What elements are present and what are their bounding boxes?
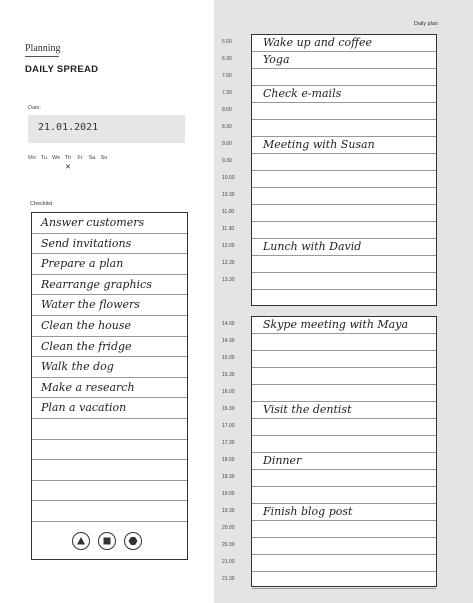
schedule-entry: Yoga bbox=[263, 53, 290, 66]
checklist-item[interactable] bbox=[32, 398, 187, 419]
schedule-row[interactable] bbox=[252, 154, 436, 171]
time-label: 9.00 bbox=[222, 141, 232, 147]
schedule-row[interactable] bbox=[252, 487, 436, 504]
checklist-item[interactable] bbox=[32, 460, 187, 481]
time-label: 20.00 bbox=[222, 525, 235, 531]
checklist-item-text: Clean the house bbox=[41, 319, 132, 332]
weekday-tu[interactable]: Tu bbox=[40, 155, 48, 161]
weekday-th[interactable]: Th ✕ bbox=[64, 155, 72, 161]
time-label: 15.00 bbox=[222, 355, 235, 361]
schedule-row[interactable] bbox=[252, 137, 436, 154]
daily-plan-label: Daily plan bbox=[413, 21, 438, 27]
time-label: 9.30 bbox=[222, 158, 232, 164]
checklist-item-text: Prepare a plan bbox=[41, 257, 124, 271]
time-label: 17.30 bbox=[222, 440, 235, 446]
schedule-row[interactable] bbox=[252, 555, 436, 572]
schedule-row[interactable] bbox=[252, 256, 436, 273]
schedule-entry: Lunch with David bbox=[263, 240, 362, 253]
checklist-item[interactable] bbox=[32, 295, 187, 316]
checklist-item-text: Answer customers bbox=[41, 216, 145, 229]
time-label: 7.00 bbox=[222, 73, 232, 79]
afternoon-schedule bbox=[251, 316, 437, 587]
schedule-row[interactable] bbox=[252, 470, 436, 487]
weekday-mo[interactable]: Mo bbox=[28, 155, 36, 161]
time-label: 6.00 bbox=[222, 39, 232, 45]
schedule-row[interactable] bbox=[252, 69, 436, 86]
schedule-row[interactable] bbox=[252, 205, 436, 222]
time-label: 10.00 bbox=[222, 175, 235, 181]
checklist-item[interactable] bbox=[32, 234, 187, 255]
schedule-row[interactable] bbox=[252, 385, 436, 402]
schedule-row[interactable] bbox=[252, 273, 436, 290]
time-label: 18.00 bbox=[222, 457, 235, 463]
time-label: 19.00 bbox=[222, 491, 235, 497]
time-label: 14.30 bbox=[222, 338, 235, 344]
weekday-fr[interactable]: Fr bbox=[77, 155, 83, 161]
time-label: 16.30 bbox=[222, 406, 235, 412]
time-label: 21.00 bbox=[222, 559, 235, 565]
checklist-item-text: Clean the fridge bbox=[41, 339, 132, 353]
time-label: 12.00 bbox=[222, 243, 235, 249]
schedule-row[interactable] bbox=[252, 120, 436, 137]
schedule-entry: Check e-mails bbox=[263, 87, 342, 100]
planning-label: Planning bbox=[25, 43, 61, 54]
checklist-item-text: Send invitations bbox=[41, 236, 132, 250]
schedule-entry: Visit the dentist bbox=[263, 403, 352, 416]
time-label: 13.30 bbox=[222, 277, 235, 283]
checklist-item[interactable] bbox=[32, 337, 187, 358]
schedule-row[interactable] bbox=[252, 52, 436, 69]
schedule-entry: Wake up and coffee bbox=[263, 36, 372, 49]
schedule-row[interactable] bbox=[252, 317, 436, 334]
time-label: 20.30 bbox=[222, 542, 235, 548]
schedule-row[interactable] bbox=[252, 453, 436, 470]
weekday-we[interactable]: We bbox=[52, 155, 61, 161]
schedule-row[interactable] bbox=[252, 538, 436, 555]
time-label: 21.30 bbox=[222, 576, 235, 582]
time-label: 14.00 bbox=[222, 321, 235, 327]
time-label: 6.30 bbox=[222, 56, 232, 62]
date-field[interactable] bbox=[28, 115, 185, 143]
schedule-row[interactable] bbox=[252, 419, 436, 436]
weekday-selector bbox=[28, 155, 108, 161]
schedule-row[interactable] bbox=[252, 222, 436, 239]
hexagon-icon bbox=[128, 536, 138, 546]
checklist-item[interactable] bbox=[32, 357, 187, 378]
hexagon-button[interactable] bbox=[124, 532, 142, 550]
schedule-row[interactable] bbox=[252, 86, 436, 103]
planning-underline bbox=[25, 56, 59, 57]
checklist-item-text: Walk the dog bbox=[41, 360, 114, 374]
schedule-row[interactable] bbox=[252, 103, 436, 120]
time-label: 10.30 bbox=[222, 192, 235, 198]
square-icon bbox=[102, 536, 112, 546]
date-value: 21.01.2021 bbox=[38, 122, 99, 133]
checklist-item[interactable] bbox=[32, 440, 187, 461]
morning-schedule bbox=[251, 34, 437, 306]
shape-buttons bbox=[72, 532, 142, 550]
schedule-entry: Dinner bbox=[263, 454, 302, 467]
schedule-entry: Finish blog post bbox=[263, 505, 353, 518]
time-label: 18.30 bbox=[222, 474, 235, 480]
checklist-item[interactable] bbox=[32, 481, 187, 502]
time-label: 12.30 bbox=[222, 260, 235, 266]
schedule-row[interactable] bbox=[252, 351, 436, 368]
checklist-item[interactable] bbox=[32, 378, 187, 399]
schedule-entry: Meeting with Susan bbox=[263, 138, 375, 151]
schedule-row[interactable] bbox=[252, 334, 436, 351]
checklist bbox=[31, 212, 188, 560]
time-label: 15.30 bbox=[222, 372, 235, 378]
schedule-row[interactable] bbox=[252, 521, 436, 538]
checklist-item[interactable] bbox=[32, 275, 187, 296]
time-label: 11.00 bbox=[222, 209, 235, 215]
checklist-item[interactable] bbox=[32, 254, 187, 275]
checklist-item-text: Plan a vacation bbox=[41, 401, 127, 415]
page-title: DAILY SPREAD bbox=[25, 64, 99, 75]
checklist-item[interactable] bbox=[32, 419, 187, 440]
time-label: 7.30 bbox=[222, 90, 232, 96]
date-label: Date: bbox=[28, 105, 42, 111]
triangle-button[interactable] bbox=[72, 532, 90, 550]
square-button[interactable] bbox=[98, 532, 116, 550]
schedule-row[interactable] bbox=[252, 368, 436, 385]
schedule-row[interactable] bbox=[252, 35, 436, 52]
schedule-row[interactable] bbox=[252, 436, 436, 453]
weekday-su[interactable]: Su bbox=[100, 155, 108, 161]
left-panel bbox=[0, 0, 214, 603]
weekday-sa[interactable]: Sa bbox=[88, 155, 96, 161]
time-label: 11.30 bbox=[222, 226, 235, 232]
schedule-row[interactable] bbox=[252, 572, 436, 589]
checklist-item-text: Rearrange graphics bbox=[41, 277, 152, 291]
time-label: 8.30 bbox=[222, 124, 232, 130]
checklist-item-text: Water the flowers bbox=[41, 298, 140, 312]
schedule-row[interactable] bbox=[252, 239, 436, 256]
checklist-label: Checklist bbox=[30, 201, 53, 207]
time-label: 19.30 bbox=[222, 508, 235, 514]
schedule-row[interactable] bbox=[252, 171, 436, 188]
time-label: 17.00 bbox=[222, 423, 235, 429]
checklist-item[interactable] bbox=[32, 501, 187, 522]
schedule-entry: Skype meeting with Maya bbox=[263, 318, 409, 331]
checklist-item[interactable] bbox=[32, 316, 187, 337]
schedule-row[interactable] bbox=[252, 504, 436, 521]
checklist-item-text: Make a research bbox=[41, 380, 135, 394]
triangle-icon bbox=[76, 536, 86, 546]
schedule-row[interactable] bbox=[252, 188, 436, 205]
time-label: 8.00 bbox=[222, 107, 232, 113]
checklist-item[interactable] bbox=[32, 213, 187, 234]
schedule-row[interactable] bbox=[252, 402, 436, 419]
time-label: 16.00 bbox=[222, 389, 235, 395]
